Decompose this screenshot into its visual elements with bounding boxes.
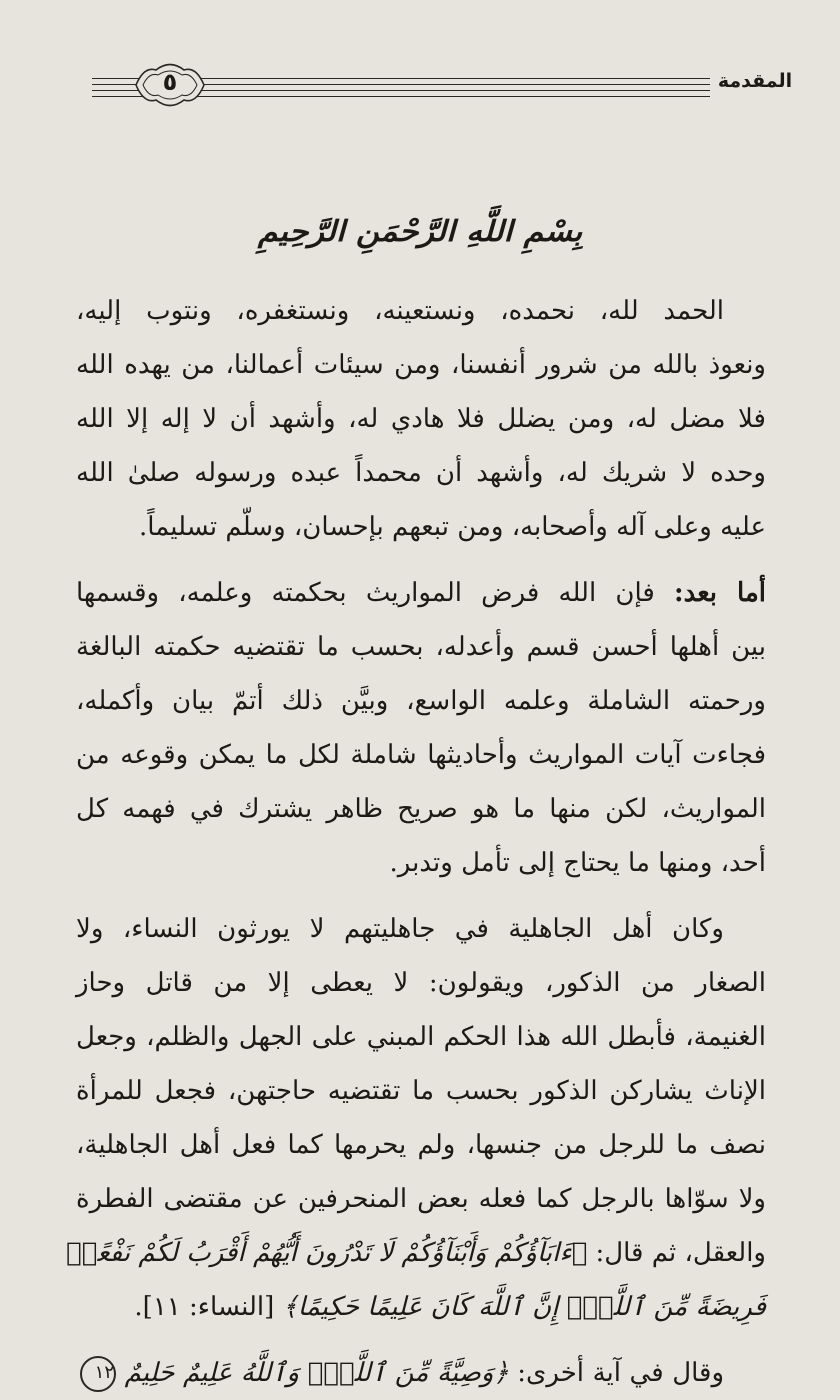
text-line: أحد، ومنها ما يحتاج إلى تأمل وتدبر. — [389, 848, 766, 878]
verse-line — [76, 1346, 766, 1400]
quran-verse: ﴿ءَابَآؤُكُمْ وَأَبْنَآؤُكُمْ لَا تَدْرُونَ أَيُّهُمْ أَقْرَبُ لَكُمْ نَفْعًاۚ — [65, 1238, 588, 1268]
page-number-medallion — [130, 60, 210, 110]
body-text — [65, 284, 767, 1400]
quran-verse: ﴿وَصِيَّةً مِّنَ ٱللَّهِۗ وَٱللَّهُ عَلِيمٌ حَلِيمٌ — [124, 1358, 509, 1388]
verse-line — [65, 1226, 766, 1280]
verse-reference: [النساء: ١١]. — [134, 1292, 275, 1322]
text-line: عليه وعلى آله وأصحابه، ومن تبعهم بإحسان، وسلّم تسليماً. — [139, 512, 766, 542]
text-segment: فإن الله فرض المواريث بحكمته وعلمه، وقسمها — [76, 578, 655, 608]
chapter-title: المقدمة — [717, 70, 793, 92]
paragraph — [76, 566, 766, 890]
text-line: وحده لا شريك له، وأشهد أن محمداً عبده ورسوله صلىٰ الله — [76, 458, 766, 488]
text-segment: وقال في آية أخرى: — [517, 1358, 725, 1388]
text-line: بين أهلها أحسن قسم وأعدله، بحسب ما تقتضيه حكمته البالغة — [76, 632, 766, 662]
ayah-number-icon: ١٢ — [80, 1356, 116, 1392]
text-line: الغنيمة، فأبطل الله هذا الحكم المبني على الجهل والظلم، وجعل — [76, 1022, 766, 1052]
text-line: ورحمته الشاملة وعلمه الواسع، وبيَّن ذلك أتمّ بيان وأكمله، — [76, 686, 766, 716]
text-line: فلا مضل له، ومن يضلل فلا هادي له، وأشهد أن لا إله إلا الله — [76, 404, 766, 434]
text-line: وكان أهل الجاهلية في جاهليتهم لا يورثون النساء، ولا — [76, 914, 724, 944]
paragraph — [65, 902, 766, 1334]
paragraph — [76, 284, 766, 554]
text-line: نصف ما للرجل من جنسها، ولم يحرمها كما فعل أهل الجاهلية، — [76, 1130, 766, 1160]
running-header — [92, 58, 796, 128]
page-number: ٥ — [162, 68, 178, 96]
text-line: الصغار من الذكور، ويقولون: لا يعطى إلا من قاتل وحاز — [76, 968, 766, 998]
lead-phrase: أما بعد: — [673, 578, 767, 608]
text-line: فجاءت آيات المواريث وأحاديثها شاملة لكل ما يمكن وقوعه من — [76, 740, 766, 770]
verse-line — [76, 1280, 766, 1334]
text-line: الحمد لله، نحمده، ونستعينه، ونستغفره، ونتوب إليه، — [76, 296, 724, 326]
text-line: ونعوذ بالله من شرور أنفسنا، ومن سيئات أعمالنا، من يهده الله — [76, 350, 766, 380]
text-line — [76, 566, 766, 620]
text-line: الإناث يشاركن الذكور بحسب ما تقتضيه حاجتهن، فجعل للمرأة — [76, 1076, 766, 1106]
text-line: ولا سوّاها بالرجل كما فعله بعض المنحرفين عن مقتضى الفطرة — [76, 1184, 766, 1214]
text-line: المواريث، لكن منها ما هو صريح ظاهر يشترك في فهمه كل — [76, 794, 766, 824]
basmala: بِسْمِ اللَّهِ الرَّحْمَنِ الرَّحِيمِ — [257, 213, 583, 249]
quran-verse: فَرِيضَةً مِّنَ ٱللَّهِۗ إِنَّ ٱللَّهَ كَانَ عَلِيمًا حَكِيمًا﴾ — [282, 1292, 766, 1322]
text-segment: والعقل، ثم قال: — [595, 1238, 766, 1268]
paragraph — [76, 1346, 766, 1400]
